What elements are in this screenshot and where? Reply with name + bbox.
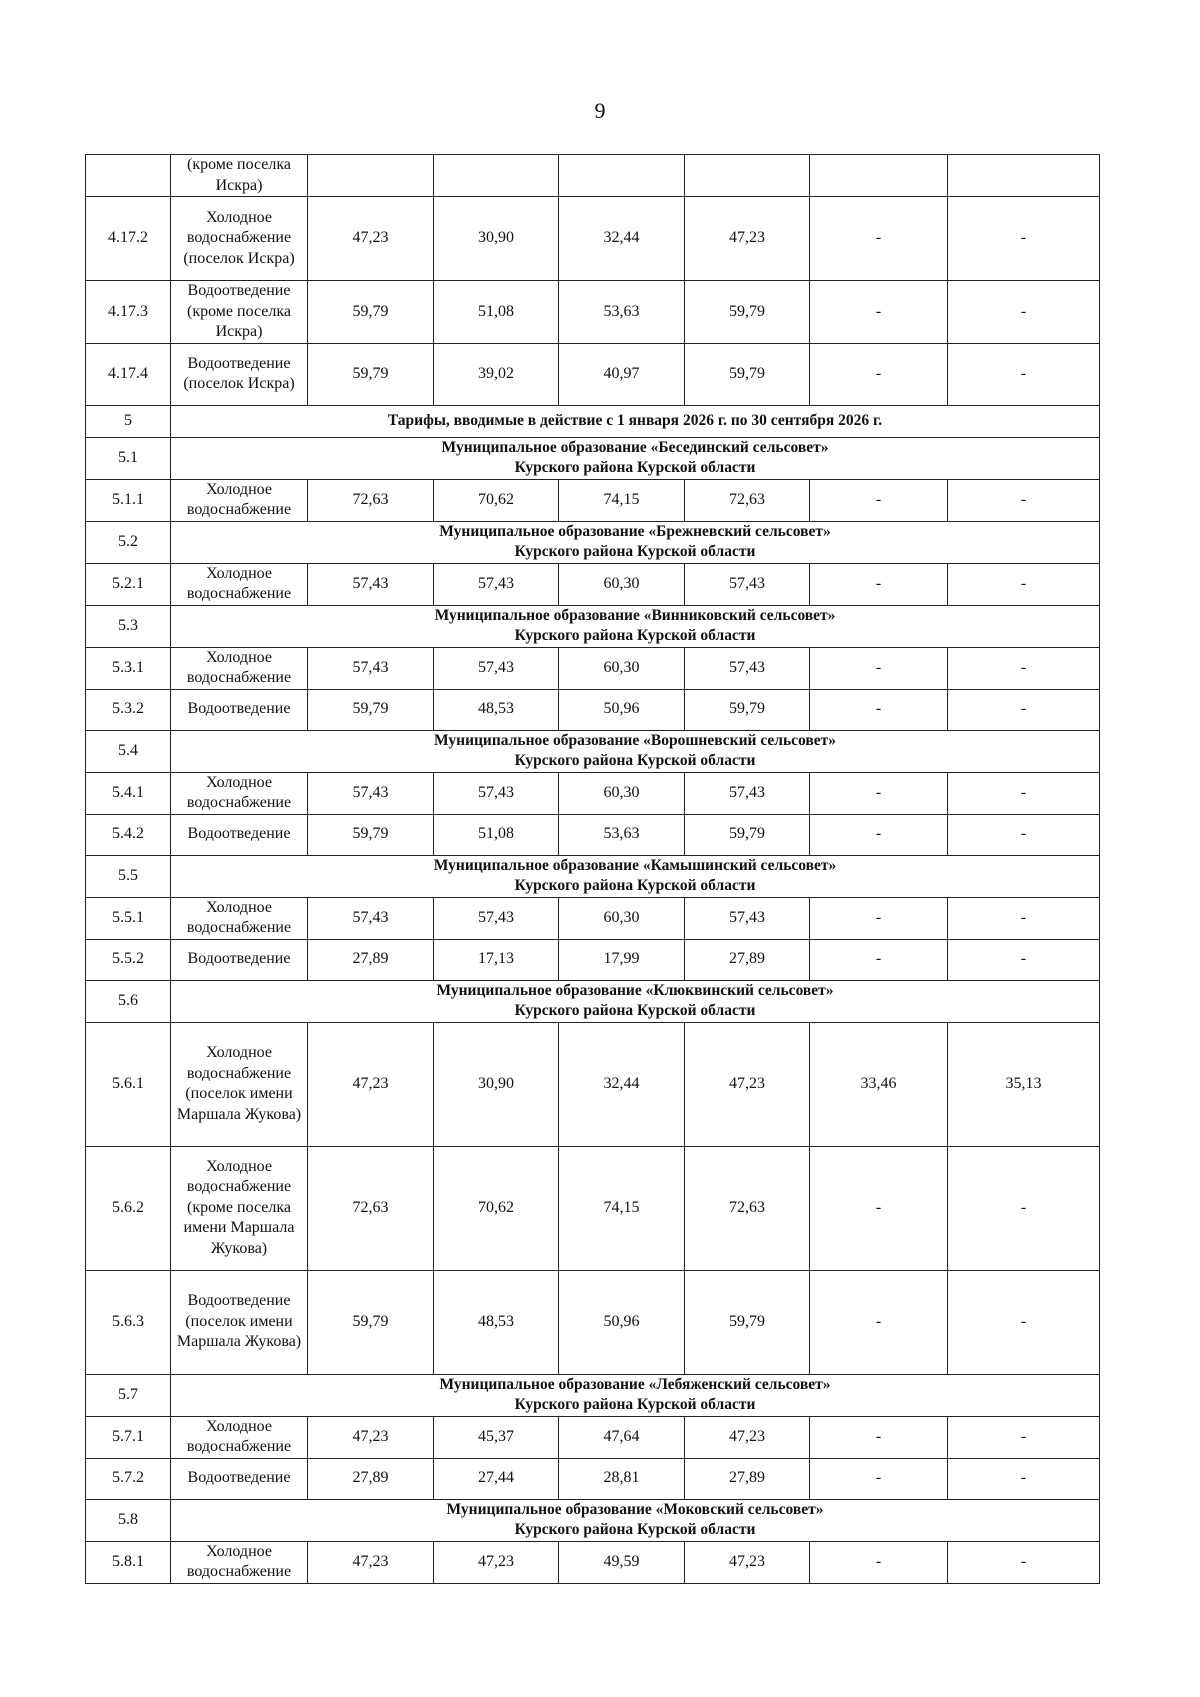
tariff-value: 47,23 <box>308 1416 434 1458</box>
section-title <box>171 605 1100 647</box>
tariff-value: - <box>948 563 1100 605</box>
tariff-value: 27,89 <box>308 939 434 980</box>
tariff-value: - <box>948 281 1100 344</box>
tariff-value: 27,89 <box>685 1458 810 1499</box>
tariff-value: 59,79 <box>685 689 810 730</box>
tariff-value: 70,62 <box>434 1146 559 1270</box>
tariff-value: - <box>948 1270 1100 1374</box>
row-number: 5.3.2 <box>86 689 171 730</box>
tariff-value: 60,30 <box>559 772 685 814</box>
section-title-line: Муниципальное образование «Бесединский сельсовет» <box>441 439 829 456</box>
section-subtitle-line: Курского района Курской области <box>514 543 756 560</box>
service-name: Водоотведение (поселок Искра) <box>171 343 308 405</box>
section-title <box>171 1499 1100 1541</box>
tariff-value: 47,23 <box>308 1022 434 1146</box>
row-number: 4.17.2 <box>86 197 171 281</box>
service-name: Водоотведение (поселок имени Маршала Жукова) <box>171 1270 308 1374</box>
tariff-value: - <box>810 814 948 855</box>
tariff-value: - <box>948 1458 1100 1499</box>
row-number: 5.8 <box>86 1499 171 1541</box>
table-row <box>86 647 1100 689</box>
section-title <box>171 1374 1100 1416</box>
tariff-value: - <box>948 897 1100 939</box>
tariff-value: - <box>810 897 948 939</box>
tariff-value: 50,96 <box>559 1270 685 1374</box>
tariff-value: 32,44 <box>559 1022 685 1146</box>
tariff-value: 30,90 <box>434 197 559 281</box>
section-title <box>171 405 1100 437</box>
tariff-value: 35,13 <box>948 1022 1100 1146</box>
tariff-value: 51,08 <box>434 814 559 855</box>
service-name: Водоотведение <box>171 689 308 730</box>
row-number: 5.3.1 <box>86 647 171 689</box>
tariff-value: 72,63 <box>685 1146 810 1270</box>
service-name: Холодное водоснабжение (поселок Искра) <box>171 197 308 281</box>
service-name: Холодное водоснабжение <box>171 563 308 605</box>
row-number: 5.6.3 <box>86 1270 171 1374</box>
tariff-value: 47,23 <box>685 1541 810 1583</box>
tariff-value: 60,30 <box>559 563 685 605</box>
row-number: 5.8.1 <box>86 1541 171 1583</box>
table-row <box>86 772 1100 814</box>
tariff-value: 40,97 <box>559 343 685 405</box>
tariff-value: - <box>810 689 948 730</box>
tariff-value: 17,99 <box>559 939 685 980</box>
service-name: Холодное водоснабжение <box>171 772 308 814</box>
tariff-value: 59,79 <box>308 689 434 730</box>
tariff-value: 47,23 <box>685 1416 810 1458</box>
section-header-row <box>86 605 1100 647</box>
tariff-value: 59,79 <box>685 814 810 855</box>
tariff-value: 70,62 <box>434 479 559 521</box>
row-number: 5.7 <box>86 1374 171 1416</box>
tariff-value <box>434 155 559 197</box>
section-title <box>171 437 1100 479</box>
tariff-value: 47,23 <box>308 197 434 281</box>
section-header-row <box>86 855 1100 897</box>
row-number: 4.17.4 <box>86 343 171 405</box>
row-number: 5.2.1 <box>86 563 171 605</box>
section-title-line: Муниципальное образование «Брежневский сельсовет» <box>439 523 831 540</box>
tariff-value: 72,63 <box>308 479 434 521</box>
tariff-value: 39,02 <box>434 343 559 405</box>
tariff-value: 72,63 <box>308 1146 434 1270</box>
tariff-value: 47,23 <box>434 1541 559 1583</box>
section-header-row <box>86 730 1100 772</box>
section-title-line: Муниципальное образование «Ворошневский сельсовет» <box>433 732 837 749</box>
tariff-value: - <box>810 1416 948 1458</box>
tariff-table-body <box>86 155 1100 1584</box>
tariff-value: 47,23 <box>685 1022 810 1146</box>
tariff-value: 59,79 <box>685 343 810 405</box>
service-name: Холодное водоснабжение <box>171 897 308 939</box>
tariff-value: - <box>948 772 1100 814</box>
section-title-line: Муниципальное образование «Винниковский сельсовет» <box>434 607 836 624</box>
tariff-value: 59,79 <box>308 343 434 405</box>
section-title-line: Муниципальное образование «Лебяженский сельсовет» <box>439 1376 831 1393</box>
row-number <box>86 155 171 197</box>
tariff-value: - <box>810 479 948 521</box>
tariff-value <box>308 155 434 197</box>
tariff-value: - <box>810 1458 948 1499</box>
tariff-value: 60,30 <box>559 897 685 939</box>
row-number: 4.17.3 <box>86 281 171 344</box>
tariff-value: - <box>810 281 948 344</box>
row-number: 5.6.2 <box>86 1146 171 1270</box>
table-row <box>86 197 1100 281</box>
tariff-value: - <box>948 689 1100 730</box>
table-row <box>86 281 1100 344</box>
section-title-line: Муниципальное образование «Камышинский сельсовет» <box>433 857 837 874</box>
tariff-value: - <box>948 647 1100 689</box>
tariff-value: - <box>948 1416 1100 1458</box>
tariff-value: 59,79 <box>308 814 434 855</box>
row-number: 5 <box>86 405 171 437</box>
tariff-value: 27,89 <box>685 939 810 980</box>
tariff-value: 57,43 <box>685 647 810 689</box>
row-number: 5.3 <box>86 605 171 647</box>
row-number: 5.5.2 <box>86 939 171 980</box>
tariff-value: 28,81 <box>559 1458 685 1499</box>
section-header-row <box>86 980 1100 1022</box>
tariff-value: - <box>810 939 948 980</box>
row-number: 5.1 <box>86 437 171 479</box>
tariff-value: 27,89 <box>308 1458 434 1499</box>
table-row <box>86 1458 1100 1499</box>
tariff-value: - <box>810 1146 948 1270</box>
tariff-value: 74,15 <box>559 479 685 521</box>
tariff-value: 74,15 <box>559 1146 685 1270</box>
table-row <box>86 1541 1100 1583</box>
tariff-value: 33,46 <box>810 1022 948 1146</box>
section-title <box>171 855 1100 897</box>
service-name: Водоотведение (кроме поселка Искра) <box>171 281 308 344</box>
table-row <box>86 689 1100 730</box>
tariff-value <box>948 155 1100 197</box>
tariff-value: 57,43 <box>685 772 810 814</box>
tariff-value: 53,63 <box>559 281 685 344</box>
row-number: 5.6.1 <box>86 1022 171 1146</box>
service-name: Холодное водоснабжение <box>171 1416 308 1458</box>
section-title <box>171 521 1100 563</box>
row-number: 5.7.1 <box>86 1416 171 1458</box>
tariff-value: 59,79 <box>685 281 810 344</box>
service-name: Холодное водоснабжение (кроме поселка имени Маршала Жукова) <box>171 1146 308 1270</box>
tariff-value: - <box>810 343 948 405</box>
tariff-value: 48,53 <box>434 1270 559 1374</box>
tariff-value: 57,43 <box>308 897 434 939</box>
tariff-value: 57,43 <box>434 563 559 605</box>
service-name: Холодное водоснабжение <box>171 647 308 689</box>
tariff-value: - <box>948 1541 1100 1583</box>
tariff-value: - <box>810 772 948 814</box>
table-row <box>86 1146 1100 1270</box>
table-row <box>86 155 1100 197</box>
row-number: 5.6 <box>86 980 171 1022</box>
tariff-value: 53,63 <box>559 814 685 855</box>
section-header-row <box>86 1374 1100 1416</box>
tariff-value: 57,43 <box>308 647 434 689</box>
section-header-row <box>86 521 1100 563</box>
table-row <box>86 1416 1100 1458</box>
service-name: Водоотведение <box>171 939 308 980</box>
row-number: 5.7.2 <box>86 1458 171 1499</box>
tariff-value: 47,23 <box>308 1541 434 1583</box>
service-name: (кроме поселка Искра) <box>171 155 308 197</box>
section-title-line: Тарифы, вводимые в действие с 1 января 2026 г. по 30 сентября 2026 г. <box>387 412 883 429</box>
table-row <box>86 939 1100 980</box>
tariff-value: 57,43 <box>434 772 559 814</box>
service-name: Холодное водоснабжение (поселок имени Маршала Жукова) <box>171 1022 308 1146</box>
tariff-value: - <box>948 814 1100 855</box>
table-row <box>86 479 1100 521</box>
tariff-value: 57,43 <box>434 647 559 689</box>
tariff-value: 45,37 <box>434 1416 559 1458</box>
section-subtitle-line: Курского района Курской области <box>514 752 756 769</box>
tariff-value: 30,90 <box>434 1022 559 1146</box>
tariff-value: 59,79 <box>308 281 434 344</box>
section-title <box>171 980 1100 1022</box>
section-subtitle-line: Курского района Курской области <box>514 1521 756 1538</box>
tariff-table <box>85 154 1100 1584</box>
tariff-value: 57,43 <box>685 897 810 939</box>
tariff-value: 60,30 <box>559 647 685 689</box>
tariff-value: 57,43 <box>434 897 559 939</box>
tariff-value: - <box>810 1541 948 1583</box>
service-name: Холодное водоснабжение <box>171 1541 308 1583</box>
service-name: Водоотведение <box>171 1458 308 1499</box>
tariff-value: 50,96 <box>559 689 685 730</box>
section-subtitle-line: Курского района Курской области <box>514 1396 756 1413</box>
table-row <box>86 343 1100 405</box>
tariff-value: 47,64 <box>559 1416 685 1458</box>
tariff-value: - <box>810 647 948 689</box>
section-title-line: Муниципальное образование «Клюквинский сельсовет» <box>436 982 834 999</box>
row-number: 5.4 <box>86 730 171 772</box>
tariff-value: 48,53 <box>434 689 559 730</box>
tariff-value: - <box>810 197 948 281</box>
row-number: 5.2 <box>86 521 171 563</box>
tariff-value: - <box>810 1270 948 1374</box>
section-header-row <box>86 405 1100 437</box>
section-subtitle-line: Курского района Курской области <box>514 877 756 894</box>
table-row <box>86 814 1100 855</box>
table-row <box>86 1270 1100 1374</box>
row-number: 5.5 <box>86 855 171 897</box>
tariff-value: 57,43 <box>308 563 434 605</box>
tariff-value: - <box>948 343 1100 405</box>
tariff-value: 32,44 <box>559 197 685 281</box>
section-subtitle-line: Курского района Курской области <box>514 627 756 644</box>
tariff-value: - <box>948 479 1100 521</box>
tariff-value: 47,23 <box>685 197 810 281</box>
service-name: Холодное водоснабжение <box>171 479 308 521</box>
tariff-value: - <box>948 1146 1100 1270</box>
row-number: 5.4.1 <box>86 772 171 814</box>
tariff-value: 17,13 <box>434 939 559 980</box>
section-header-row <box>86 437 1100 479</box>
tariff-value: 72,63 <box>685 479 810 521</box>
tariff-value: 51,08 <box>434 281 559 344</box>
tariff-value: 57,43 <box>308 772 434 814</box>
tariff-value: - <box>810 563 948 605</box>
tariff-value: 49,59 <box>559 1541 685 1583</box>
tariff-value <box>810 155 948 197</box>
table-row <box>86 563 1100 605</box>
tariff-value <box>559 155 685 197</box>
tariff-value <box>685 155 810 197</box>
row-number: 5.5.1 <box>86 897 171 939</box>
page-number: 9 <box>594 98 606 123</box>
section-subtitle-line: Курского района Курской области <box>514 459 756 476</box>
row-number: 5.1.1 <box>86 479 171 521</box>
table-row <box>86 897 1100 939</box>
tariff-value: 59,79 <box>685 1270 810 1374</box>
tariff-value: 27,44 <box>434 1458 559 1499</box>
section-header-row <box>86 1499 1100 1541</box>
table-row <box>86 1022 1100 1146</box>
section-subtitle-line: Курского района Курской области <box>514 1002 756 1019</box>
section-title-line: Муниципальное образование «Моковский сельсовет» <box>446 1501 824 1518</box>
section-title <box>171 730 1100 772</box>
tariff-value: 57,43 <box>685 563 810 605</box>
tariff-value: - <box>948 939 1100 980</box>
row-number: 5.4.2 <box>86 814 171 855</box>
tariff-value: - <box>948 197 1100 281</box>
tariff-value: 59,79 <box>308 1270 434 1374</box>
service-name: Водоотведение <box>171 814 308 855</box>
